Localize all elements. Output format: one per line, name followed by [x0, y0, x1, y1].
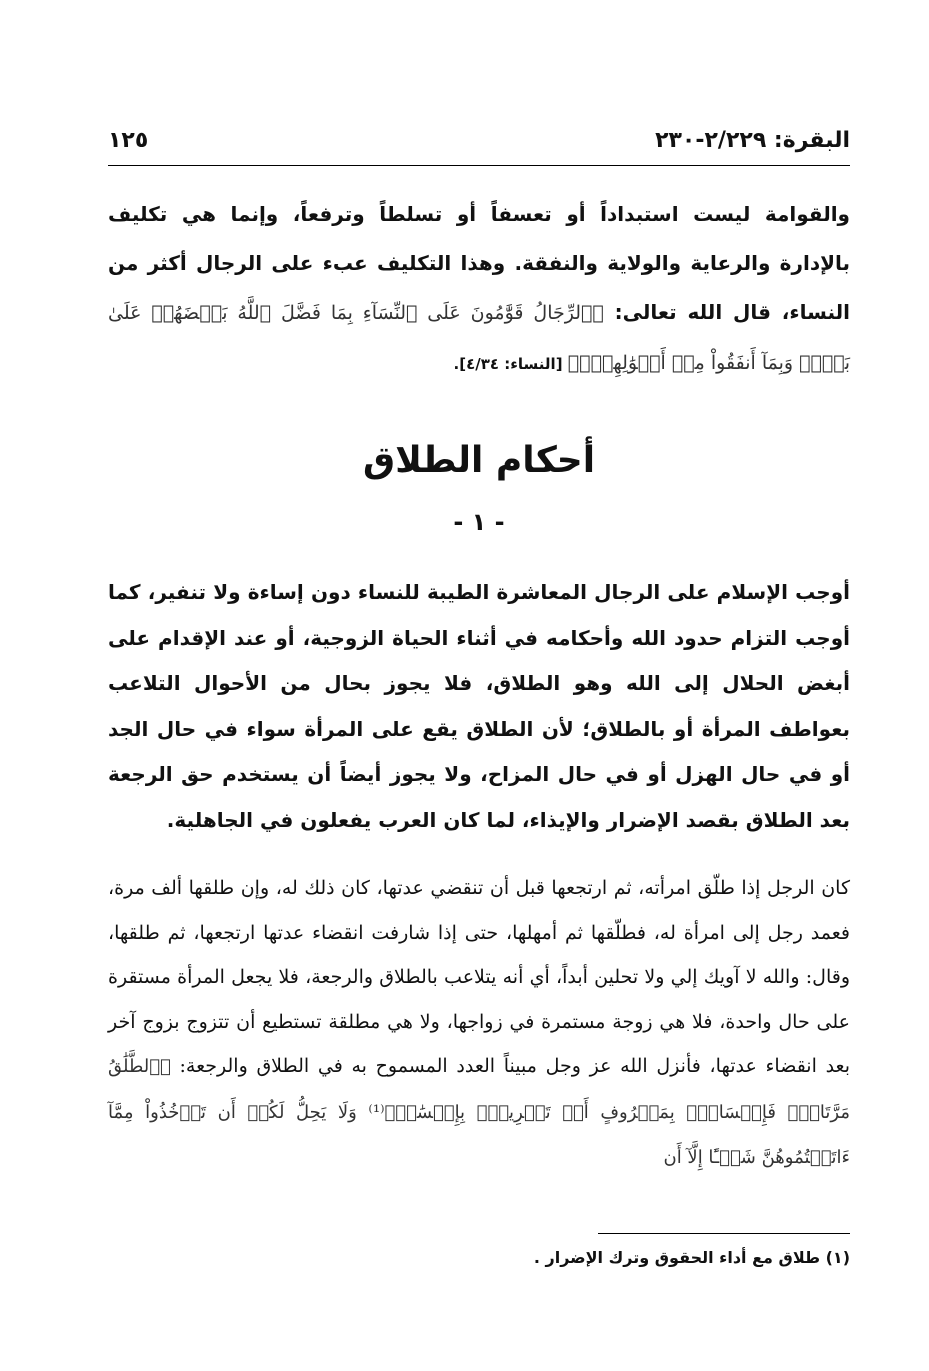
header-divider: [108, 165, 850, 166]
quran-verse-baqara: ﴿ٱلطَّلَٰقُ مَرَّتَانِۖ فَإِمۡسَاكُۢ بِمَعۡرُوفٍ أَوۡ تَسۡرِيحُۢ بِإِحۡسَٰنٖۗ⁽¹⁾ وَلَا يَحِلُّ لَكُمۡ أَن تَأۡخُذُواْ مِمَّآ ءَاتَيۡتُمُوهُنَّ شَيۡـًٔا إِلَّآ أَن: [108, 1056, 850, 1168]
footnote-divider: [598, 1233, 850, 1234]
page-number: ١٢٥: [108, 128, 149, 153]
section-number: - ١ -: [453, 508, 505, 536]
footnote: (١) طلاق مع أداء الحقوق وترك الإضرار .: [533, 1248, 850, 1267]
body-paragraph-2: [108, 866, 850, 1181]
running-header: [108, 120, 850, 160]
verse-citation: [النساء: ٤/٣٤].: [453, 355, 568, 373]
paragraph-2-text: كان الرجل إذا طلّق امرأته، ثم ارتجعها قبل أن تنقضي عدتها، كان ذلك له، وإن طلقها ألف مرة، فعمد رجل إلى امرأة له، فطلّقها ثم أمهلها، حتى إذا شارفت انقضاء عدتها ارتجعها، ثم طلقها، وقال: والله لا آويك إلي ولا تحلين أبداً، أي أنه يتلاعب بالطلاق والرجعة، فلا يجعل المرأة مستقرة على حال واحدة، فلا هي زوجة مستمرة في زواجها، ولا هي مطلقة تستطيع أن تتزوج بزوج آخر بعد انقضاء عدتها، فأنزل الله عز وجل مبيناً العدد المسموح به في الطلاق والرجعة:: [108, 877, 850, 1077]
intro-paragraph: [108, 190, 850, 389]
intro-text: والقوامة ليست استبداداً أو تعسفاً أو تسلطاً وترفعاً، وإنما هي تكليف بالإدارة والرعاية والولاية والنفقة. وهذا التكليف عبء على الرجال أكثر من النساء، قال الله تعالى:: [108, 202, 850, 324]
section-title: أحكام الطلاق: [362, 440, 596, 481]
body-paragraph-1: أوجب الإسلام على الرجال المعاشرة الطيبة للنساء دون إساءة ولا تنفير، كما أوجب التزام حدود الله وأحكامه في أثناء الحياة الزوجية، أو عند الإقدام على أبغض الحلال إلى الله وهو الطلاق، فلا يجوز بحال من الأحوال التلاعب بعواطف المرأة أو بالطلاق؛ لأن الطلاق يقع على المرأة سواء في حال الجد أو في حال الهزل أو في حال المزاح، ولا يجوز أيضاً أن يستخدم حق الرجعة بعد الطلاق بقصد الإضرار والإيذاء، لما كان العرب يفعلون في الجاهلية.: [108, 580, 850, 832]
quran-verse-nisa: ﴿ٱلرِّجَالُ قَوَّٰمُونَ عَلَى ٱلنِّسَآءِ بِمَا فَضَّلَ ٱللَّهُ بَعۡضَهُمۡ عَلَىٰ بَعۡضٖ وَبِمَآ أَنفَقُواْ مِنۡ أَمۡوَٰلِهِمۡۚ﴾: [108, 302, 850, 374]
surah-reference: البقرة: ٢/٢٢٩-٢٣٠: [655, 128, 850, 153]
